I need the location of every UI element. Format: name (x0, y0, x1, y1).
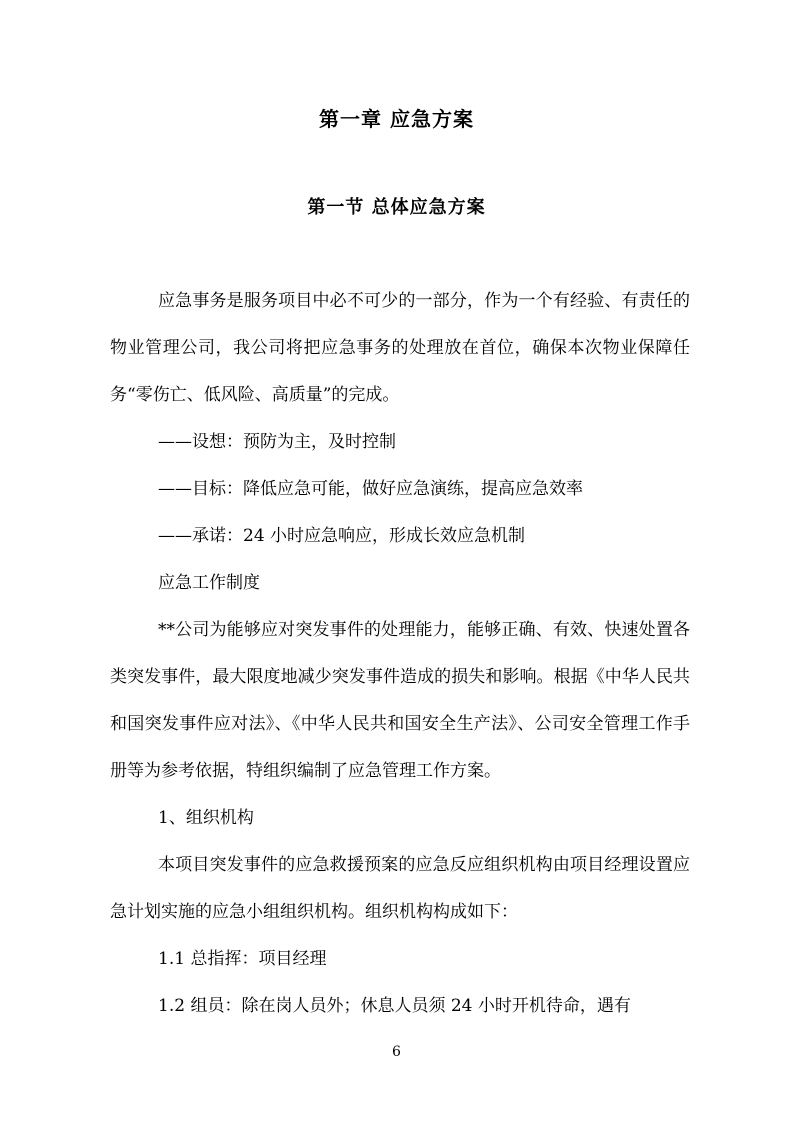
section-title: 第一节 总体应急方案 (307, 197, 486, 218)
paragraph-assumption: ——设想：预防为主，及时控制 (158, 432, 396, 452)
paragraph-intro: 应急事务是服务项目中必不可少的一部分，作为一个有经验、有责任的物业管理公司，我公司将把应急事务的处理放在首位，确保本次物业保障任务“零伤亡、低风险、高质量”的完成。 (110, 291, 690, 405)
body-text (110, 278, 690, 1030)
chapter-title: 第一章 应急方案 (319, 107, 474, 131)
paragraph-company-basis: **公司为能够应对突发事件的处理能力，能够正确、有效、快速处置各类突发事件，最大限度地减少突发事件造成的损失和影响。根据《中华人民共和国突发事件应对法》、《中华人民共和国安全生产法》、公司安全管理工作手册等为参考依据，特组织编制了应急管理工作方案。 (110, 620, 690, 781)
paragraph-org-structure: 本项目突发事件的应急救援预案的应急反应组织机构由项目经理设置应急计划实施的应急小组组织机构。组织机构构成如下： (110, 855, 690, 922)
paragraph-members: 1.2 组员：除在岗人员外；休息人员须 24 小时开机待命，遇有 (158, 996, 631, 1016)
paragraph-org-heading: 1、组织机构 (158, 808, 254, 828)
paragraph-commander: 1.1 总指挥：项目经理 (158, 949, 327, 969)
paragraph-commitment: ——承诺：24 小时应急响应，形成长效应急机制 (158, 526, 526, 546)
paragraph-system-heading: 应急工作制度 (158, 573, 260, 593)
paragraph-goal: ——目标：降低应急可能，做好应急演练，提高应急效率 (158, 479, 583, 499)
page-number: 6 (392, 1044, 401, 1060)
